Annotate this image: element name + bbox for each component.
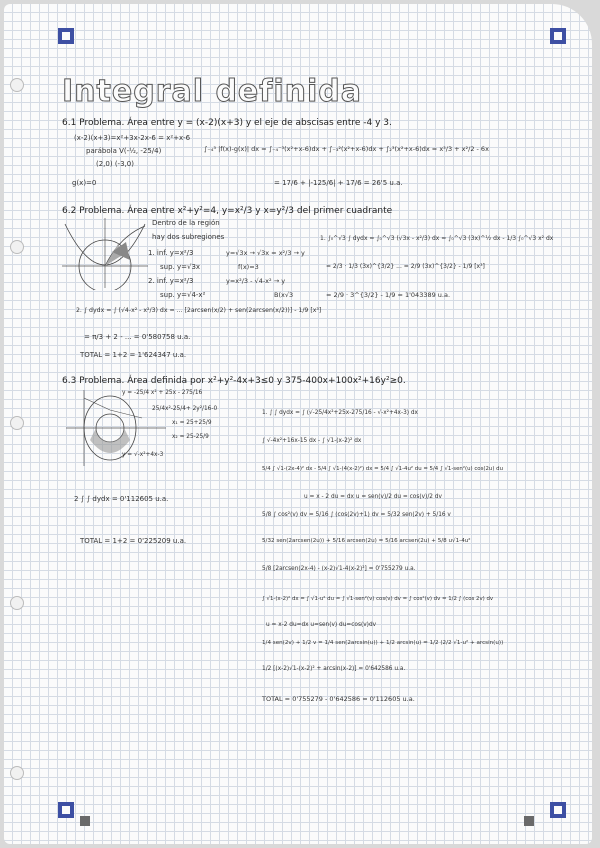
p3-step: 5/4 ∫ √1-(2x-4)² dx - 5/4 ∫ √1-(4(x-2)²) dx = 5/4 ∫ √1-4u² du = 5/4 ∫ √1-sen²(u) cos(2u) du [262, 466, 503, 472]
corner-marker-top-left [58, 28, 74, 44]
p3-step: 5/8 [2arcsen(2x-4) - (x-2)√1-4(x-2)²] = 0'755279 u.a. [262, 566, 416, 572]
binder-hole [10, 416, 24, 430]
p2-rhs: 1. ∫₀^√3 ∫ dydx = ∫₀^√3 (√3x - x²/3) dx = ∫₀^√3 (3x)^½ dx - 1/3 ∫₀^√3 x² dx [320, 235, 554, 242]
p2-rhs: = 2/3 · 1/3 (3x)^{3/2} ... = 2/9 (3x)^{3/2} - 1/9 [x³] [326, 263, 485, 270]
p1-line: g(x)=0 [72, 179, 97, 187]
binder-hole [10, 766, 24, 780]
p2-mid: f(x)=3 [238, 263, 259, 271]
binder-hole [10, 240, 24, 254]
p2-line: sup. y=√3x [160, 263, 201, 271]
p2-line: 1. inf. y=x²/3 [148, 249, 194, 257]
corner-marker-top-right [550, 28, 566, 44]
p3-step: 1/2 [(x-2)√1-(x-2)² + arcsin(x-2)] = 0'642586 u.a. [262, 666, 406, 672]
p3-graph-label: y = √-x²+4x-3 [122, 452, 164, 458]
p3-step: 5/8 ∫ cos²(v) dv = 5/16 ∫ (cos(2v)+1) dv = 5/32 sen(2v) + 5/16 v [262, 512, 451, 518]
notebook-page [4, 4, 592, 844]
p3-graph-label: y = -25/4 x² + 25x - 275/16 [122, 390, 203, 396]
p2-mid: y=√3x → √3x = x²/3 → y [226, 249, 305, 257]
p2-graph [60, 216, 150, 290]
p3-step: TOTAL = 0'755279 - 0'642586 = 0'112605 u.a. [262, 695, 415, 703]
p1-integral: ∫₋₄³ |f(x)-g(x)| dx = ∫₋₄⁻³(x²+x-6)dx + ∫₋₃²(x²+x-6)dx + ∫₂³(x²+x-6)dx = x³/3 + x²/2 - 6x [204, 145, 489, 153]
p3-total: TOTAL = 1+2 = 0'225209 u.a. [80, 537, 187, 545]
p2-line: 2. inf. y=x²/3 [148, 277, 194, 285]
p3-graph-label: 25/4x²-25/4+ 2y²/16-0 [152, 406, 218, 412]
corner-marker-bottom-left [58, 802, 74, 818]
page-title: Integral definida [62, 74, 362, 109]
p2-rhs: = 2/9 · 3^{3/2} - 1/9 = 1'043389 u.a. [326, 291, 451, 299]
problem-1-heading: 6.1 Problema. Área entre y = (x-2)(x+3) y el eje de abscisas entre -4 y 3. [62, 118, 392, 128]
p2-mid: B(x√3 [274, 291, 294, 299]
p2-mid: y=x²/3 - √4-x² → y [226, 277, 286, 285]
p3-step: u = x - 2 du = dx u = sen(v)/2 du = cos(v)/2 dv [304, 494, 442, 500]
p3-step: 5/32 sen(2arcsen(2u)) + 5/16 arcsen(2u) = 5/16 arcsen(2u) + 5/8 u√1-4u² [262, 538, 471, 544]
p2-line: hay dos subregiones [152, 233, 225, 241]
p1-line: (2,0) (-3,0) [96, 160, 134, 168]
corner-marker-bottom-right [550, 802, 566, 818]
p2-sub2: 2. ∫ dydx = ∫ (√4-x² - x²/3) dx = ... [2arcsen(x/2) + sen(2arcsen(x/2))] - 1/9 [x³] [76, 307, 322, 314]
problem-2-heading: 6.2 Problema. Área entre x²+y²=4, y=x²/3 y x=y²/3 del primer cuadrante [62, 206, 393, 216]
binder-hole [10, 78, 24, 92]
p3-graph-label: x₂ = 25-25/9 [172, 434, 209, 440]
p3-step: ∫ √1-(x-2)² dx = ∫ √1-u² du = ∫ √1-sen²(v) cos(v) dv = ∫ cos²(v) dv = 1/2 ∫ (cos 2v) dv [262, 596, 494, 602]
p3-graph-label: x₁ = 25+25/9 [172, 420, 212, 426]
p2-line: sup. y=√4-x² [160, 291, 206, 299]
p2-val2: = π/3 + 2 - ... = 0'580758 u.a. [84, 333, 191, 341]
p3-step: 1/4 sen(2v) + 1/2 v = 1/4 sen(2arcsin(u)) + 1/2 arcsin(u) = 1/2 (2/2 √1-u² + arcsin(u)) [262, 640, 504, 646]
p3-step: ∫ √-4x²+16x-15 dx - ∫ √1-(x-2)² dx [262, 438, 362, 444]
corner-square-left [80, 816, 90, 826]
corner-square-right [524, 816, 534, 826]
p1-result: = 17/6 + |-125/6| + 17/6 = 26'5 u.a. [274, 179, 403, 187]
problem-3-heading: 6.3 Problema. Área definida por x²+y²-4x+3≤0 y 375-400x+100x²+16y²≥0. [62, 376, 406, 386]
p3-step: u = x-2 du=dx u=sen(v) du=cos(v)dv [266, 622, 377, 628]
p2-total: TOTAL = 1+2 = 1'624347 u.a. [80, 351, 187, 359]
p3-lhs2: 2 ∫ ∫ dydx = 0'112605 u.a. [74, 495, 169, 503]
p3-step: 1. ∫ ∫ dydx = ∫ (√-25/4x²+25x-275/16 - √-x²+4x-3) dx [262, 410, 418, 416]
p1-line: (x-2)(x+3)=x²+3x-2x-6 = x²+x-6 [74, 134, 191, 142]
p2-line: Dentro de la región [152, 219, 220, 227]
p1-line: parábola V(-½, -25/4) [86, 147, 162, 155]
binder-hole [10, 596, 24, 610]
